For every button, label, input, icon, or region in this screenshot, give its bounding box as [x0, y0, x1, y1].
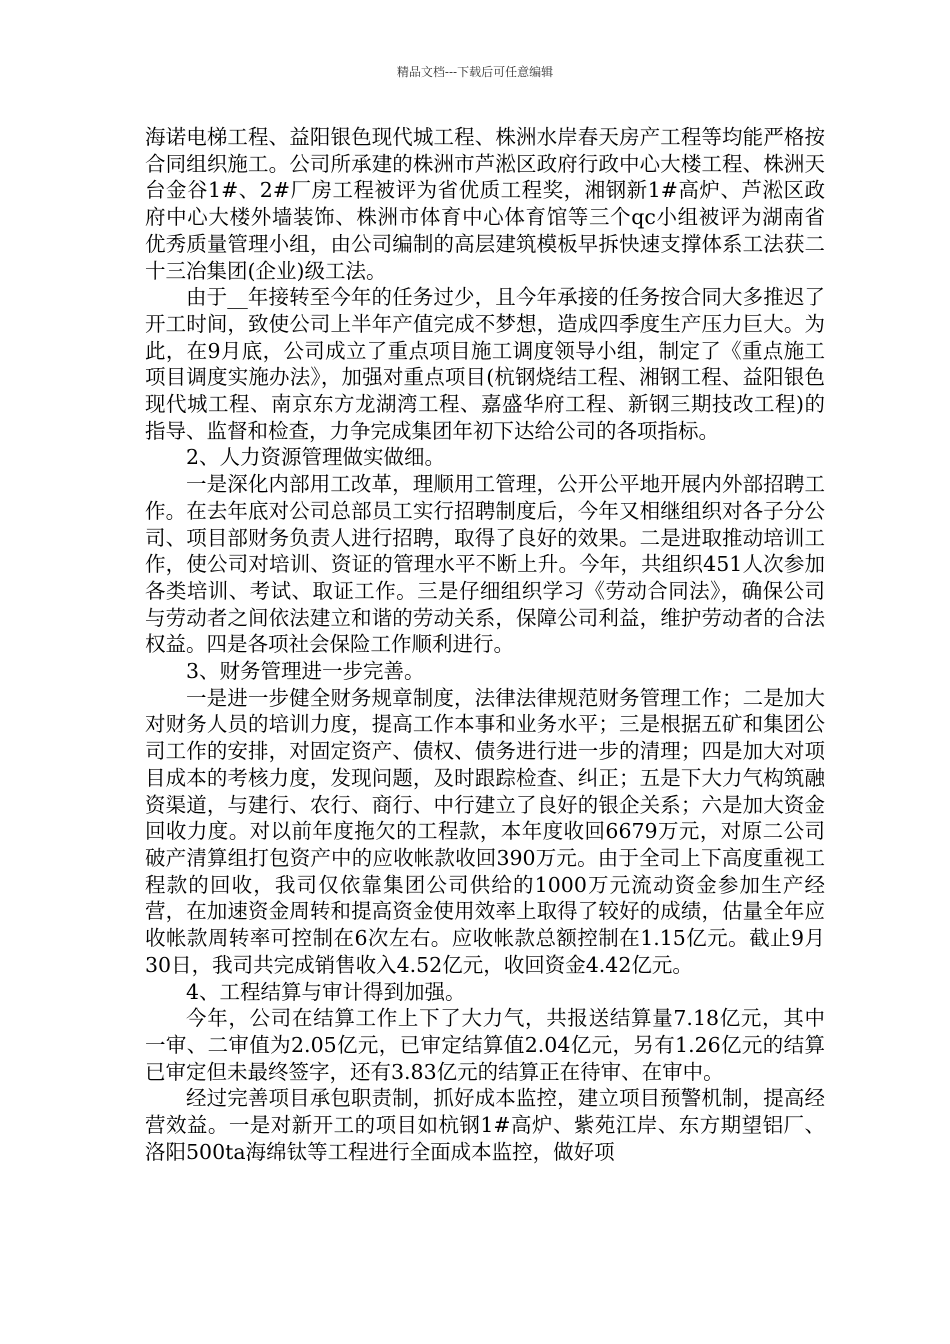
paragraph: 今年，公司在结算工作上下了大力气，共报送结算量7.18亿元，其中一审、二审值为2.05亿元，已审定结算值2.04亿元，另有1.26亿元的结算已审定但未最终签字，还有3.83亿元的结算正在待审、在审中。 — [145, 1006, 825, 1084]
paragraph: 由于__年接转至今年的任务过少，且今年承接的任务按合同大多推迟了开工时间，致使公司上半年产值完成不梦想，造成四季度生产压力巨大。为此，在9月底，公司成立了重点项目施工调度领导小组，制定了《重点施工项目调度实施办法》，加强对重点项目(杭钢烧结工程、湘钢工程、益阳银色现代城工程、南京东方龙湖湾工程、嘉盛华府工程、新钢三期技改工程)的指导、监督和检查，力争完成集团年初下达给公司的各项指标。 — [145, 285, 825, 443]
paragraph: 一是进一步健全财务规章制度，法律法律规范财务管理工作；二是加大对财务人员的培训力度，提高工作本事和业务水平；三是根据五矿和集团公司工作的安排，对固定资产、债权、债务进行进一步的清理；四是加大对项目成本的考核力度，发现问题，及时跟踪检查、纠正；五是下大力气构筑融资渠道，与建行、农行、商行、中行建立了良好的银企关系；六是加大资金回收力度。对以前年度拖欠的工程款，本年度收回6679万元，对原二公司破产清算组打包资产中的应收帐款收回390万元。由于全司上下高度重视工程款的回收，我司仅依靠集团公司供给的1000万元流动资金参加生产经营，在加速资金周转和提高资金使用效率上取得了较好的成绩，估量全年应收帐款周转率可控制在6次左右。应收帐款总额控制在1.15亿元。截止9月30日，我司共完成销售收入4.52亿元，收回资金4.42亿元。 — [145, 685, 825, 977]
paragraph: 一是深化内部用工改革，理顺用工管理，公开公平地开展内外部招聘工作。在去年底对公司总部员工实行招聘制度后，今年又相继组织对各子分公司、项目部财务负责人进行招聘，取得了良好的效果。二是进取推动培训工作，使公司对培训、资证的管理水平不断上升。今年，共组织451人次参加各类培训、考试、取证工作。三是仔细组织学习《劳动合同法》，确保公司与劳动者之间依法建立和谐的劳动关系，保障公司利益，维护劳动者的合法权益。四是各项社会保险工作顺利进行。 — [145, 472, 825, 657]
paragraph: 经过完善项目承包职责制，抓好成本监控，建立项目预警机制，提高经营效益。一是对新开工的项目如杭钢1#高炉、紫苑江岸、东方期望铝厂、洛阳500ta海绵钛等工程进行全面成本监控，做好项 — [145, 1086, 825, 1164]
section-heading: 4、工程结算与审计得到加强。 — [186, 979, 466, 1004]
document-body — [145, 124, 825, 1165]
section-heading: 3、财务管理进一步完善。 — [186, 659, 425, 684]
section-heading: 2、人力资源管理做实做细。 — [186, 445, 446, 470]
paragraph: 海诺电梯工程、益阳银色现代城工程、株洲水岸春天房产工程等均能严格按合同组织施工。公司所承建的株洲市芦淞区政府行政中心大楼工程、株洲天台金谷1#、2#厂房工程被评为省优质工程奖，湘钢新1#高炉、芦淞区政府中心大楼外墙装饰、株洲市体育中心体育馆等三个qc小组被评为湖南省优秀质量管理小组，由公司编制的高层建筑模板早拆快速支撑体系工法获二十三冶集团(企业)级工法。 — [145, 125, 825, 283]
page-header: 精品文档---下载后可任意编辑 — [396, 65, 554, 79]
